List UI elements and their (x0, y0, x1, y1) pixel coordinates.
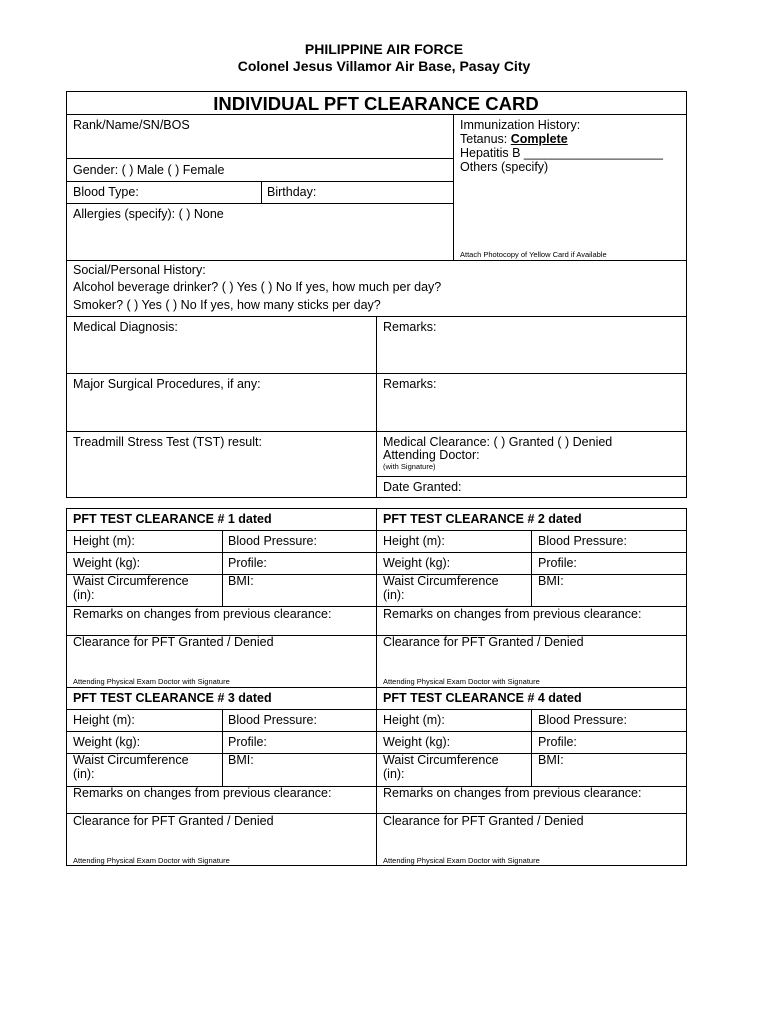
divider (66, 181, 453, 182)
pft-3-title: PFT TEST CLEARANCE # 3 dated (73, 691, 272, 705)
date-granted-field[interactable]: Date Granted: (383, 480, 462, 494)
pft-2-bmi[interactable]: BMI: (538, 574, 564, 588)
pft-2-height[interactable]: Height (m): (383, 534, 445, 548)
pft-4-profile[interactable]: Profile: (538, 735, 577, 749)
pft-1-waist-unit: (in): (73, 588, 95, 602)
divider (66, 687, 687, 688)
birthday-field[interactable]: Birthday: (267, 185, 317, 199)
blood-type-field[interactable]: Blood Type: (73, 185, 139, 199)
pft-4-waist-unit: (in): (383, 767, 405, 781)
pft-1-title: PFT TEST CLEARANCE # 1 dated (73, 512, 272, 526)
divider (531, 709, 532, 786)
gender-field[interactable]: Gender: ( ) Male ( ) Female (73, 163, 225, 177)
divider (261, 181, 262, 203)
social-history-label: Social/Personal History: (73, 263, 206, 277)
divider (222, 709, 223, 786)
pft-4-bmi[interactable]: BMI: (538, 753, 564, 767)
pft-4-waist[interactable]: Waist Circumference (383, 753, 499, 767)
pft-2-waist[interactable]: Waist Circumference (383, 574, 499, 588)
others-field[interactable]: Others (specify) (460, 160, 549, 174)
pft-4-blood-pressure[interactable]: Blood Pressure: (538, 713, 627, 727)
with-signature-note: (with Signature) (383, 462, 436, 471)
tetanus-field (460, 132, 568, 146)
divider (453, 114, 454, 260)
pft-2-profile[interactable]: Profile: (538, 556, 577, 570)
alcohol-field[interactable]: Alcohol beverage drinker? ( ) Yes ( ) No If yes, how much per day? (73, 280, 442, 294)
hepatitis-field[interactable]: Hepatitis B ____________________ (460, 146, 663, 160)
pft-2-clearance[interactable]: Clearance for PFT Granted / Denied (383, 635, 584, 649)
pft-1-bmi[interactable]: BMI: (228, 574, 254, 588)
surgical-procedures-field[interactable]: Major Surgical Procedures, if any: (73, 377, 261, 391)
pft-3-doctor-signature: Attending Physical Exam Doctor with Signature (73, 856, 230, 865)
pft-4-clearance[interactable]: Clearance for PFT Granted / Denied (383, 814, 584, 828)
pft-1-profile[interactable]: Profile: (228, 556, 267, 570)
pft-4-remarks[interactable]: Remarks on changes from previous clearance: (383, 786, 642, 800)
divider (222, 530, 223, 606)
divider (66, 373, 687, 374)
divider (66, 530, 687, 531)
divider (66, 203, 453, 204)
allergies-field[interactable]: Allergies (specify): ( ) None (73, 207, 224, 221)
divider (376, 316, 377, 498)
header-org: PHILIPPINE AIR FORCE (304, 41, 464, 57)
tst-result-field[interactable]: Treadmill Stress Test (TST) result: (73, 435, 262, 449)
rank-name-field[interactable]: Rank/Name/SN/BOS (73, 118, 190, 132)
pft-4-doctor-signature: Attending Physical Exam Doctor with Signature (383, 856, 540, 865)
pft-3-waist-unit: (in): (73, 767, 95, 781)
divider (66, 731, 687, 732)
yellow-card-note: Attach Photocopy of Yellow Card if Available (460, 250, 607, 259)
smoker-field[interactable]: Smoker? ( ) Yes ( ) No If yes, how many sticks per day? (73, 298, 381, 312)
pft-2-weight[interactable]: Weight (kg): (383, 556, 451, 570)
pft-2-remarks[interactable]: Remarks on changes from previous clearance: (383, 607, 642, 621)
pft-4-weight[interactable]: Weight (kg): (383, 735, 451, 749)
divider (66, 431, 687, 432)
pft-3-blood-pressure[interactable]: Blood Pressure: (228, 713, 317, 727)
immunization-label: Immunization History: (460, 118, 581, 132)
medical-clearance-field[interactable]: Medical Clearance: ( ) Granted ( ) Denied (383, 435, 613, 449)
pft-3-clearance[interactable]: Clearance for PFT Granted / Denied (73, 814, 274, 828)
surgical-remarks-field[interactable]: Remarks: (383, 377, 437, 391)
tetanus-value: Complete (510, 132, 568, 146)
card-title: INDIVIDUAL PFT CLEARANCE CARD (213, 93, 539, 114)
pft-3-profile[interactable]: Profile: (228, 735, 267, 749)
header-base: Colonel Jesus Villamor Air Base, Pasay City (237, 58, 531, 74)
pft-3-weight[interactable]: Weight (kg): (73, 735, 141, 749)
pft-2-doctor-signature: Attending Physical Exam Doctor with Signature (383, 677, 540, 686)
divider (376, 476, 687, 477)
pft-1-doctor-signature: Attending Physical Exam Doctor with Signature (73, 677, 230, 686)
medical-diagnosis-field[interactable]: Medical Diagnosis: (73, 320, 178, 334)
tetanus-label: Tetanus: (460, 132, 511, 146)
pft-2-title: PFT TEST CLEARANCE # 2 dated (383, 512, 582, 526)
pft-1-clearance[interactable]: Clearance for PFT Granted / Denied (73, 635, 274, 649)
pft-3-height[interactable]: Height (m): (73, 713, 135, 727)
pft-2-blood-pressure[interactable]: Blood Pressure: (538, 534, 627, 548)
pft-3-waist[interactable]: Waist Circumference (73, 753, 189, 767)
pft-1-remarks[interactable]: Remarks on changes from previous clearance: (73, 607, 332, 621)
attending-doctor-field[interactable]: Attending Doctor: (383, 448, 480, 462)
divider (66, 158, 453, 159)
divider (66, 552, 687, 553)
pft-1-blood-pressure[interactable]: Blood Pressure: (228, 534, 317, 548)
divider (66, 260, 687, 261)
divider (531, 530, 532, 606)
pft-1-weight[interactable]: Weight (kg): (73, 556, 141, 570)
pft-3-bmi[interactable]: BMI: (228, 753, 254, 767)
pft-1-waist[interactable]: Waist Circumference (73, 574, 189, 588)
pft-4-title: PFT TEST CLEARANCE # 4 dated (383, 691, 582, 705)
diagnosis-remarks-field[interactable]: Remarks: (383, 320, 437, 334)
pft-3-remarks[interactable]: Remarks on changes from previous clearance: (73, 786, 332, 800)
divider (66, 114, 687, 115)
divider (66, 709, 687, 710)
pft-1-height[interactable]: Height (m): (73, 534, 135, 548)
pft-4-height[interactable]: Height (m): (383, 713, 445, 727)
pft-2-waist-unit: (in): (383, 588, 405, 602)
